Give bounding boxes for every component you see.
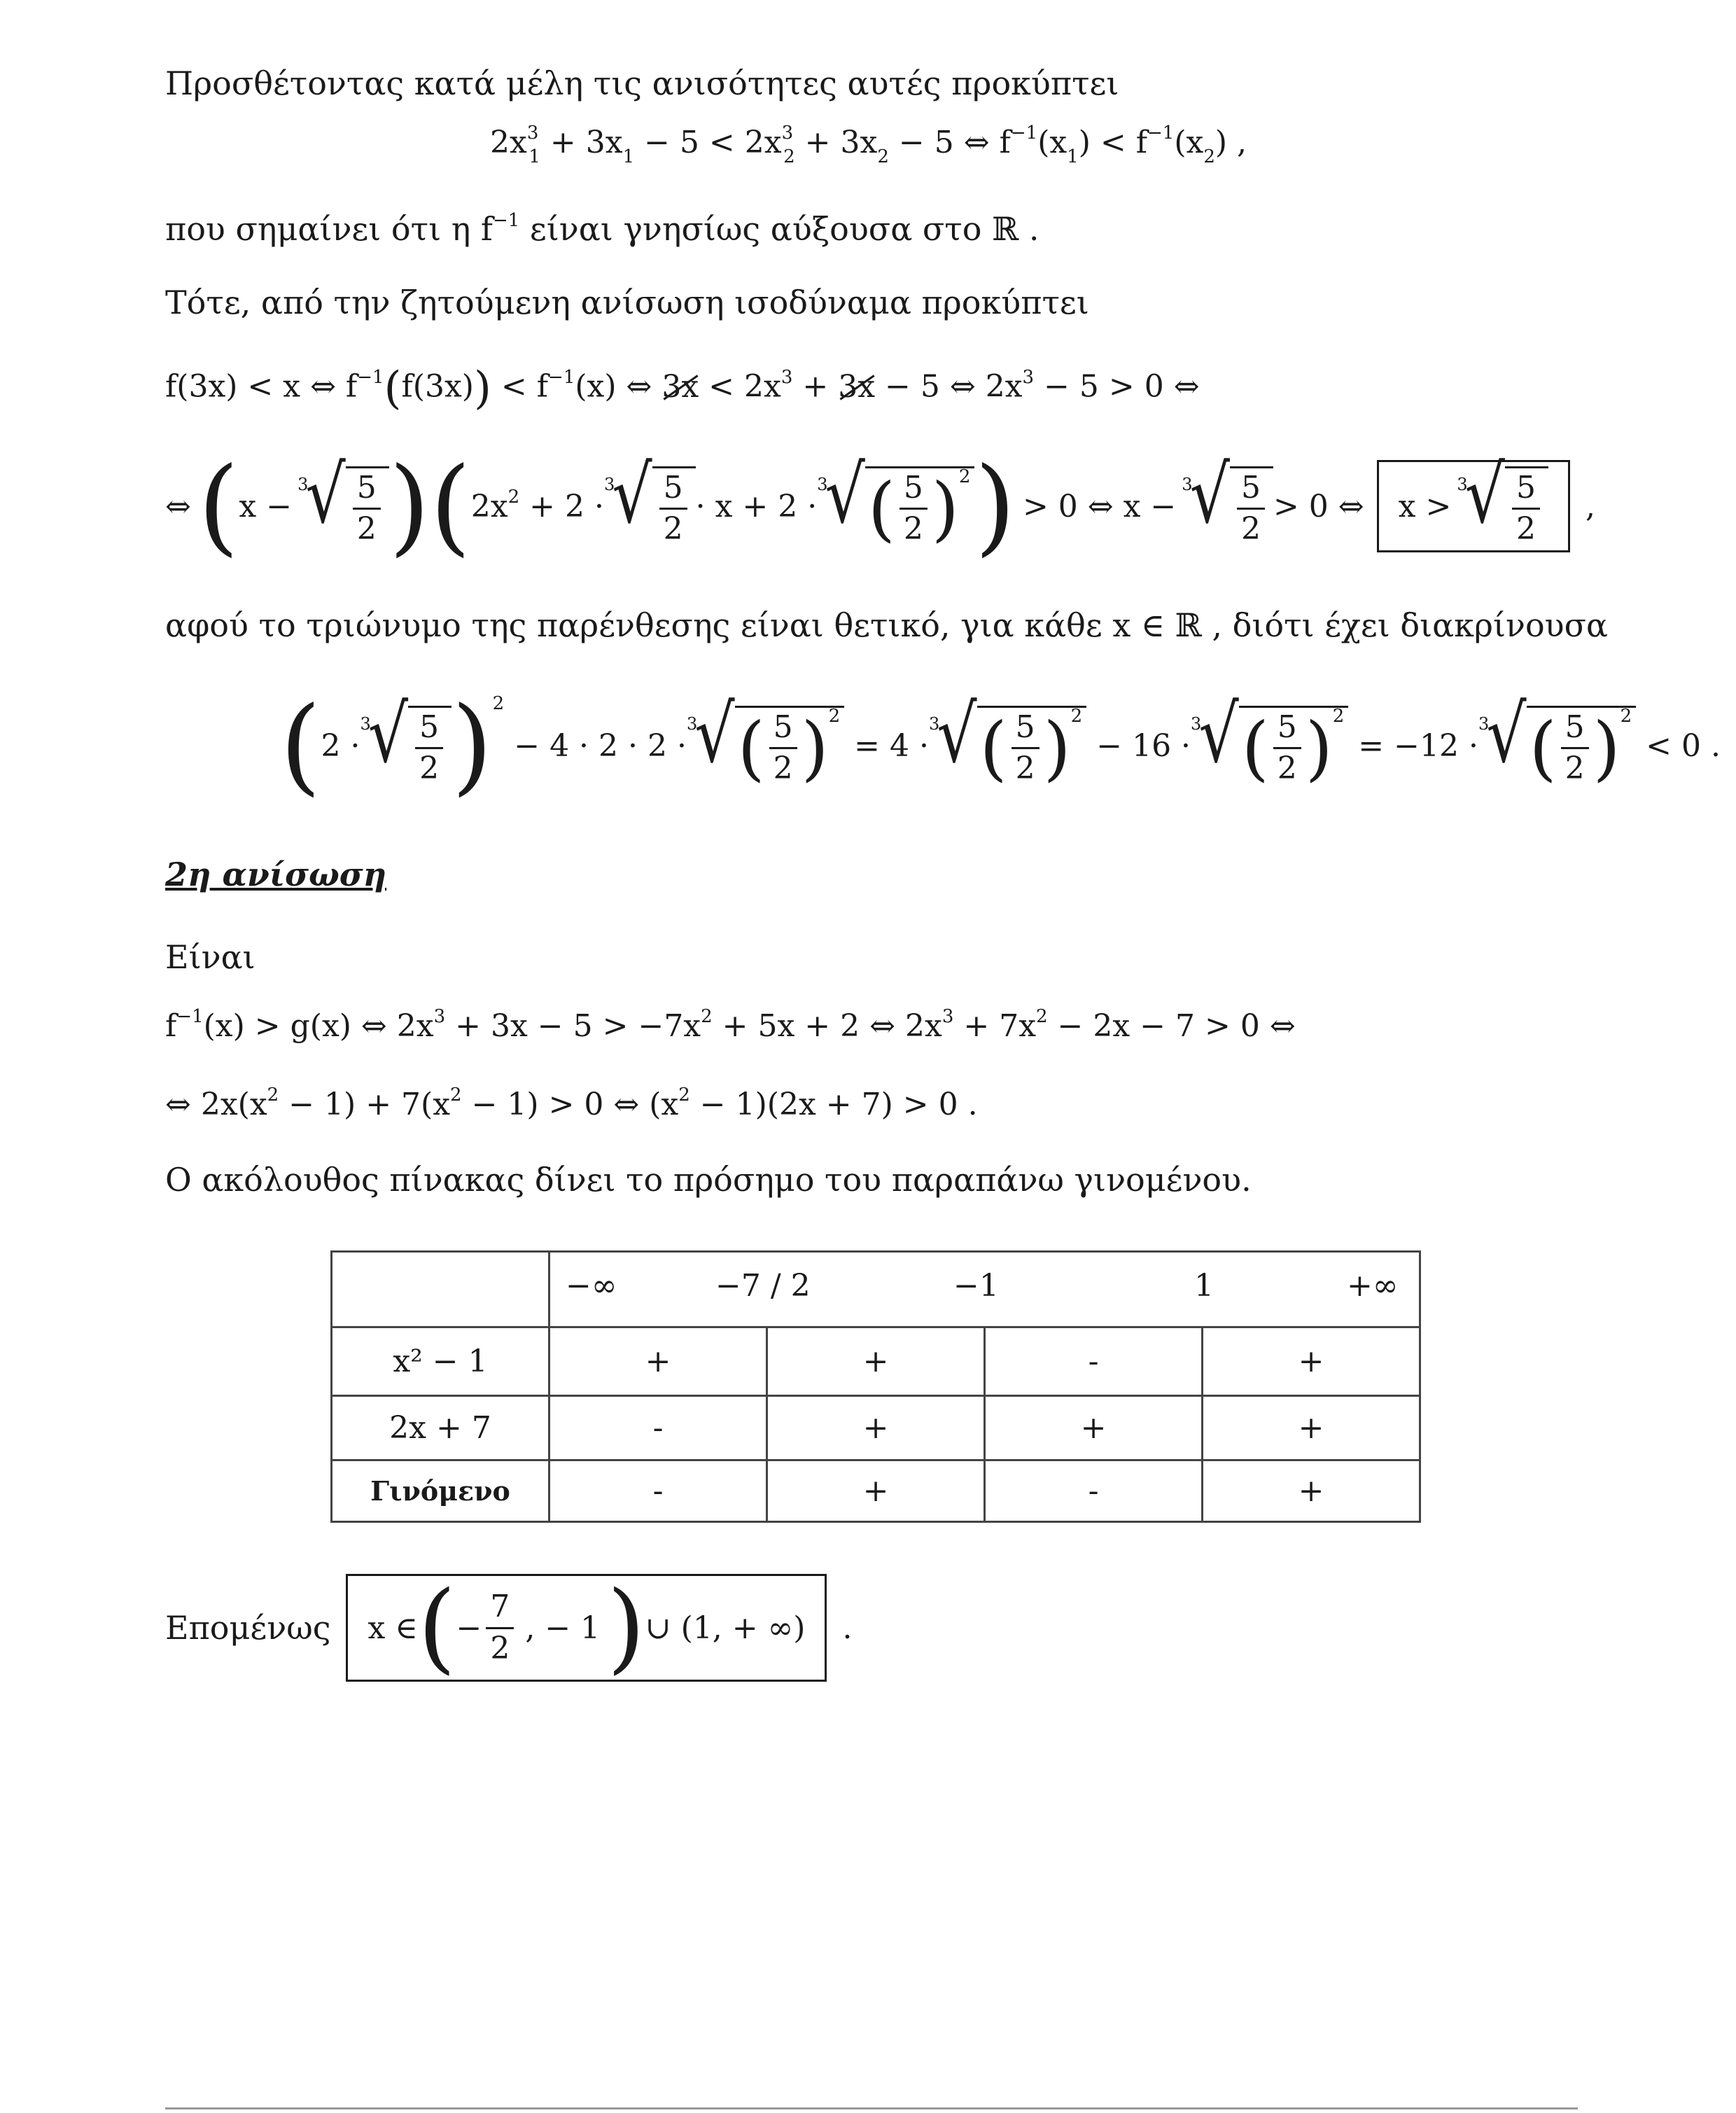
sign-cell: + [1203,1396,1420,1460]
result-box-2: x ∈ ( − $\frac{7}{2}$ , − 1 ) ∪ (1, + ∞) [346,1574,827,1682]
sign-cell: - [985,1460,1203,1522]
point-neg-inf: −∞ [566,1268,617,1304]
result-box-1: x > 3 √ $\frac{5}{2}$ [1377,460,1570,553]
row-label: 2x + 7 [332,1396,550,1460]
sign-cell: + [550,1327,767,1396]
footer-divider [165,2107,1578,2109]
sign-cell: + [1203,1327,1420,1396]
table-row [332,1327,1420,1396]
row-label: Γινόμενο [332,1460,550,1522]
conclusion: Επομένως x ∈ ( − $\frac{7}{2}$ , − 1 ) ∪ (1, + ∞) . [165,1570,853,1685]
meaning-text: που σημαίνει ότι η $f^{-1}$ είναι γνησίως αύξουσα στο ℝ . [165,210,1040,248]
point-pos-inf: +∞ [1347,1268,1399,1304]
therefore-label: Επομένως [165,1609,331,1647]
interval-points-cell [550,1252,1420,1327]
point-neg-7-2: −7 / 2 [715,1268,811,1304]
section-heading-2: 2η ανίσωση [165,856,387,893]
intro-text: Προσθέτοντας κατά μέλη τις ανισότητες αυτές προκύπτει [165,64,1119,102]
equation-factorization: ⇔ ( x − 3 √ $\frac{5}{2}$ ) ( $2x^2 + 2$ · 3 √ $\frac{5}{2}$ · x + 2 · 3 √ ( $\frac{5}{2}$ ) 2 ) > 0 ⇔ x − 3 √ $\frac{5}{2}$ > 0 ⇔ x > 3 √ $\frac{5}{2}$ , [165,445,1595,567]
sign-cell: + [985,1396,1203,1460]
sign-table [330,1250,1421,1523]
is-text: Είναι [165,938,255,976]
sign-cell: + [1203,1460,1420,1522]
sign-cell: + [767,1327,985,1396]
row-label: x² − 1 [332,1327,550,1396]
table-row [332,1460,1420,1522]
sign-cell: + [767,1396,985,1460]
sign-cell: - [550,1396,767,1460]
since-text: αφού το τριώνυμο της παρένθεσης είναι θετικό, για κάθε x ∈ ℝ , διότι έχει διακρίνουσα [165,606,1609,644]
table-row [332,1396,1420,1460]
table-intro-text: Ο ακόλουθος πίνακας δίνει το πρόσημο του παραπάνω γινομένου. [165,1161,1252,1199]
table-header-row [332,1252,1420,1327]
equation-factored-2: ⇔ $2x(x^2 - 1) + 7(x^2 - 1) > 0$ ⇔ $(x^2 - 1)(2x + 7) > 0$ . [165,1085,978,1122]
equation-discriminant: ( 2 · 3 √ $\frac{5}{2}$ ) 2 − 4 · 2 · 2 · 3 √ ( $\frac{5}{2}$ ) 2 = 4 · 3 √ ( $\frac{5}{2}$ ) 2 − 16 · 3 √ ( $\frac{5}{2}$ ) 2 = −12 · 3 √ ( $\frac{5}{2}$ ) 2 < 0 . [280,685,1721,807]
sign-cell: + [767,1460,985,1522]
point-neg-1: −1 [953,1268,999,1304]
equation-monotonic: $2x^3_1 + 3x_1 - 5 < 2x^3_2 + 3x_2 - 5$ ⇔ $f^{-1}(x_1) < f^{-1}(x_2)$ , [490,123,1247,167]
equation-inequality-1: f(3x) < x ⇔ $f^{-1}(f(3x)) < f^{-1}(x)$ ⇔ $3x < 2x^3 + 3x - 5$ ⇔ $2x^3 - 5 > 0$ ⇔ [165,363,1200,414]
equation-inequality-2: $f^{-1}(x) > g(x)$ ⇔ $2x^3 + 3x - 5 > -7x^2 + 5x + 2$ ⇔ $2x^3 + 7x^2 - 2x - 7 > 0$ ⇔ [165,1006,1296,1044]
point-1: 1 [1194,1268,1214,1304]
then-text: Τότε, από την ζητούμενη ανίσωση ισοδύναμα προκύπτει [165,284,1089,321]
sign-cell: - [985,1327,1203,1396]
sign-cell: - [550,1460,767,1522]
